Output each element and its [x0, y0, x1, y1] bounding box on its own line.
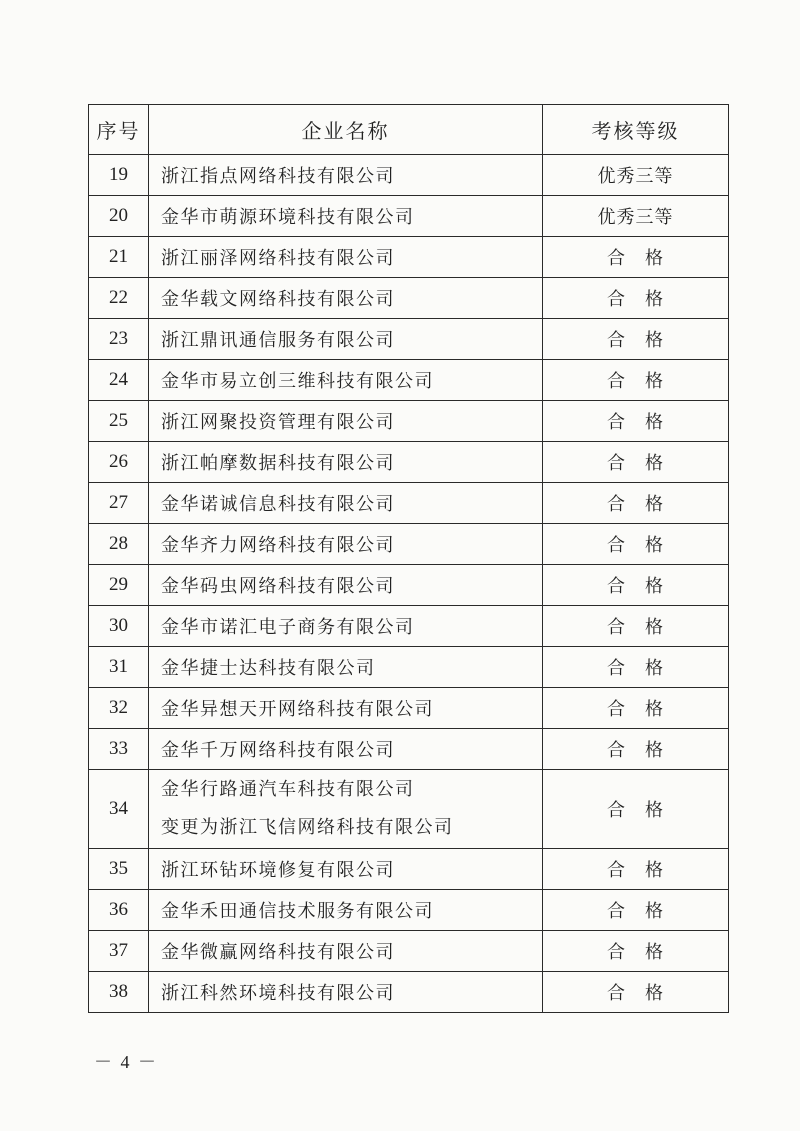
row-serial-number: 25: [89, 401, 149, 442]
row-company-name: [149, 442, 543, 483]
company-name-line: 金华诺诚信息科技有限公司: [161, 494, 395, 515]
company-name-line: 金华市诺汇电子商务有限公司: [161, 617, 415, 638]
row-company-name: [149, 360, 543, 401]
company-name-line: 浙江鼎讯通信服务有限公司: [161, 330, 395, 351]
row-serial-number: 24: [89, 360, 149, 401]
row-company-name: [149, 647, 543, 688]
company-name-line: 变更为浙江飞信网络科技有限公司: [161, 817, 454, 838]
row-company-name: [149, 524, 543, 565]
table-row: [89, 606, 729, 647]
table-row: [89, 890, 729, 931]
row-company-name: [149, 890, 543, 931]
company-name-line: 金华市易立创三维科技有限公司: [161, 371, 434, 392]
table-row: [89, 565, 729, 606]
row-assessment-grade: 合 格: [543, 606, 729, 647]
table-row: [89, 483, 729, 524]
table-row: [89, 524, 729, 565]
row-assessment-grade: 合 格: [543, 237, 729, 278]
company-name-line: 金华微赢网络科技有限公司: [161, 942, 395, 963]
table-body: [89, 155, 729, 1013]
table-header-row: [89, 105, 729, 155]
row-serial-number: 22: [89, 278, 149, 319]
table-row: [89, 401, 729, 442]
row-serial-number: 23: [89, 319, 149, 360]
row-assessment-grade: 优秀三等: [543, 196, 729, 237]
row-serial-number: 32: [89, 688, 149, 729]
row-assessment-grade: 合 格: [543, 565, 729, 606]
row-serial-number: 30: [89, 606, 149, 647]
row-company-name: [149, 931, 543, 972]
table-row: [89, 442, 729, 483]
company-name-line: 金华千万网络科技有限公司: [161, 740, 395, 761]
row-serial-number: 35: [89, 849, 149, 890]
company-name-line: 金华载文网络科技有限公司: [161, 289, 395, 310]
row-assessment-grade: 合 格: [543, 319, 729, 360]
table-row: [89, 319, 729, 360]
row-company-name: [149, 319, 543, 360]
table-row: [89, 770, 729, 849]
row-assessment-grade: 合 格: [543, 972, 729, 1013]
company-name-line: 金华市萌源环境科技有限公司: [161, 207, 415, 228]
row-serial-number: 20: [89, 196, 149, 237]
row-assessment-grade: 合 格: [543, 647, 729, 688]
row-company-name: [149, 688, 543, 729]
header-serial-number: 序号: [89, 105, 149, 155]
row-assessment-grade: 合 格: [543, 770, 729, 849]
table-row: [89, 849, 729, 890]
row-serial-number: 26: [89, 442, 149, 483]
table-row: [89, 729, 729, 770]
row-assessment-grade: 优秀三等: [543, 155, 729, 196]
row-assessment-grade: 合 格: [543, 360, 729, 401]
row-serial-number: 31: [89, 647, 149, 688]
row-assessment-grade: 合 格: [543, 890, 729, 931]
row-assessment-grade: 合 格: [543, 729, 729, 770]
header-assessment-grade: 考核等级: [543, 105, 729, 155]
row-company-name: [149, 278, 543, 319]
row-company-name: [149, 729, 543, 770]
row-company-name: [149, 237, 543, 278]
row-assessment-grade: 合 格: [543, 524, 729, 565]
row-assessment-grade: 合 格: [543, 483, 729, 524]
table-row: [89, 647, 729, 688]
table-row: [89, 196, 729, 237]
table-row: [89, 688, 729, 729]
row-serial-number: 36: [89, 890, 149, 931]
row-serial-number: 34: [89, 770, 149, 849]
row-assessment-grade: 合 格: [543, 688, 729, 729]
row-serial-number: 37: [89, 931, 149, 972]
row-serial-number: 27: [89, 483, 149, 524]
row-company-name: [149, 972, 543, 1013]
company-name-line: 金华捷士达科技有限公司: [161, 658, 376, 679]
row-assessment-grade: 合 格: [543, 278, 729, 319]
table-row: [89, 931, 729, 972]
row-company-name: [149, 196, 543, 237]
enterprise-assessment-table-container: [88, 104, 728, 1013]
table-row: [89, 155, 729, 196]
row-serial-number: 19: [89, 155, 149, 196]
page-number: － 4 －: [94, 1052, 158, 1072]
row-assessment-grade: 合 格: [543, 931, 729, 972]
row-assessment-grade: 合 格: [543, 442, 729, 483]
table-row: [89, 237, 729, 278]
row-serial-number: 33: [89, 729, 149, 770]
row-serial-number: 21: [89, 237, 149, 278]
row-company-name: [149, 483, 543, 524]
company-name-line: 浙江环钻环境修复有限公司: [161, 860, 395, 881]
row-company-name: [149, 770, 543, 849]
company-name-line: 浙江帕摩数据科技有限公司: [161, 453, 395, 474]
table-row: [89, 972, 729, 1013]
row-assessment-grade: 合 格: [543, 849, 729, 890]
company-name-line: 金华行路通汽车科技有限公司: [161, 779, 415, 800]
row-company-name: [149, 606, 543, 647]
row-serial-number: 29: [89, 565, 149, 606]
header-company-name: 企业名称: [149, 105, 543, 155]
company-name-line: 金华异想天开网络科技有限公司: [161, 699, 434, 720]
row-serial-number: 38: [89, 972, 149, 1013]
enterprise-assessment-table: [88, 104, 729, 1013]
row-company-name: [149, 849, 543, 890]
company-name-line: 金华齐力网络科技有限公司: [161, 535, 395, 556]
company-name-line: 浙江科然环境科技有限公司: [161, 983, 395, 1004]
row-serial-number: 28: [89, 524, 149, 565]
company-name-line: 金华码虫网络科技有限公司: [161, 576, 395, 597]
company-name-line: 浙江指点网络科技有限公司: [161, 166, 395, 187]
company-name-line: 浙江网聚投资管理有限公司: [161, 412, 395, 433]
table-row: [89, 278, 729, 319]
company-name-line: 浙江丽泽网络科技有限公司: [161, 248, 395, 269]
row-company-name: [149, 401, 543, 442]
table-row: [89, 360, 729, 401]
row-assessment-grade: 合 格: [543, 401, 729, 442]
row-company-name: [149, 155, 543, 196]
company-name-line: 金华禾田通信技术服务有限公司: [161, 901, 434, 922]
row-company-name: [149, 565, 543, 606]
